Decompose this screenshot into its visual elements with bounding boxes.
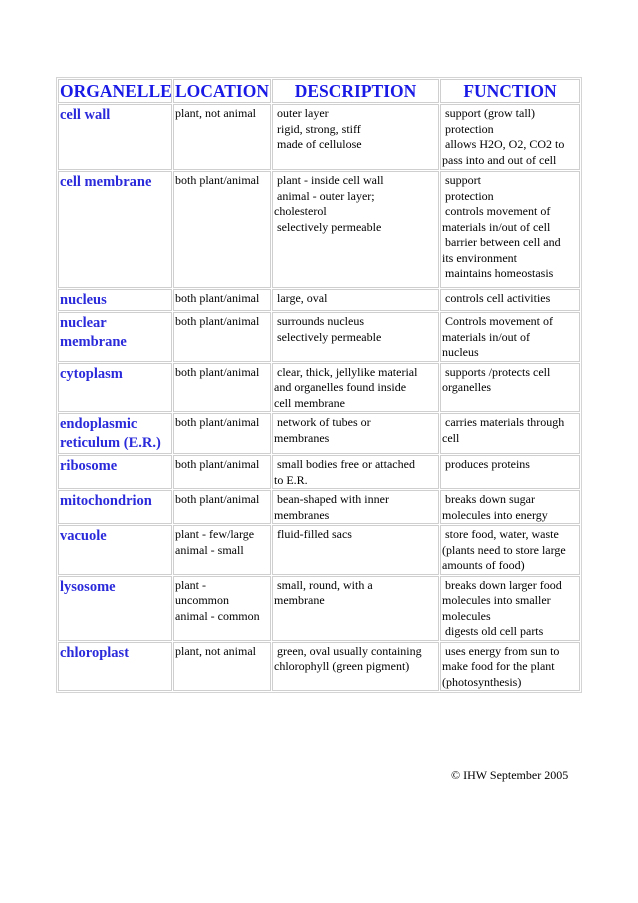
cell-description — [272, 363, 439, 413]
cell-function-line: molecules into energy — [442, 507, 548, 522]
cell-description-line: selectively permeable — [274, 219, 382, 234]
cell-description-line: outer layer — [274, 106, 329, 120]
table-row — [58, 363, 580, 413]
cell-description-line: rigid, strong, stiff — [274, 121, 361, 136]
cell-description-line: membrane — [274, 593, 325, 607]
cell-description-line: green, oval usually containing — [274, 643, 422, 658]
cell-organelle-name-line: nuclear — [60, 315, 107, 331]
cell-function — [440, 312, 580, 362]
cell-organelle-name — [58, 312, 172, 362]
cell-function-line: molecules into smaller — [442, 593, 551, 607]
cell-function — [440, 413, 580, 454]
cell-description-line: membranes — [274, 430, 330, 445]
cell-function-line: support (grow tall) — [442, 106, 535, 120]
cell-function — [440, 171, 580, 288]
cell-function-line: digests old cell parts — [442, 624, 544, 638]
cell-description-line: large, oval — [274, 291, 328, 305]
cell-description-line: small bodies free or attached — [274, 457, 415, 471]
header-function: FUNCTION — [440, 79, 580, 103]
cell-function — [440, 576, 580, 641]
cell-description — [272, 455, 439, 489]
cell-description-line: bean-shaped with inner — [274, 492, 389, 506]
cell-location — [173, 490, 271, 524]
cell-description-line: chlorophyll (green pigment) — [274, 659, 410, 673]
cell-location-line: plant - — [175, 577, 206, 592]
cell-organelle-name-line: cell wall — [60, 107, 111, 123]
cell-function-line: carries materials through — [442, 415, 565, 429]
cell-organelle-name — [58, 490, 172, 524]
cell-description — [272, 312, 439, 362]
cell-location-line: both plant/animal — [175, 492, 260, 506]
cell-description-line: cholesterol — [274, 204, 327, 218]
cell-description-line: fluid-filled sacs — [274, 527, 352, 541]
cell-description — [272, 171, 439, 288]
table-row — [58, 525, 580, 575]
cell-description — [272, 576, 439, 641]
cell-function — [440, 455, 580, 489]
cell-description-line: animal - outer layer; — [274, 188, 375, 203]
cell-function-line: produces proteins — [442, 457, 530, 471]
cell-organelle-name — [58, 576, 172, 641]
header-description: DESCRIPTION — [272, 79, 439, 103]
cell-location-line: plant, not animal — [175, 106, 256, 120]
cell-function — [440, 525, 580, 575]
table-row — [58, 104, 580, 170]
cell-description-line: network of tubes or — [274, 415, 371, 429]
cell-description-line: cell membrane — [274, 395, 345, 410]
cell-description-line: surrounds nucleus — [274, 314, 364, 328]
cell-function-line: materials in/out of cell — [442, 219, 551, 234]
cell-function-line: make food for the plant — [442, 659, 555, 673]
cell-location — [173, 642, 271, 692]
cell-function-line: protection — [442, 188, 494, 203]
cell-function — [440, 490, 580, 524]
cell-organelle-name-line: membrane — [60, 334, 127, 350]
cell-description-line: small, round, with a — [274, 577, 373, 592]
cell-description-line: clear, thick, jellylike material — [274, 364, 418, 379]
cell-description — [272, 413, 439, 454]
table-row — [58, 455, 580, 489]
cell-function-line: barrier between cell and — [442, 235, 561, 249]
cell-organelle-name-line: chloroplast — [60, 644, 130, 661]
cell-organelle-name-line: cytoplasm — [60, 365, 123, 382]
cell-location — [173, 312, 271, 362]
cell-function-line: store food, water, waste — [442, 527, 559, 541]
cell-location-line: plant - few/large — [175, 527, 255, 541]
cell-organelle-name-line: lysosome — [60, 578, 116, 595]
cell-function-line: (plants need to store large — [442, 542, 566, 557]
cell-function — [440, 104, 580, 170]
copyright-notice: © IHW September 2005 — [451, 768, 569, 782]
table-header-row — [58, 79, 580, 103]
cell-organelle-name-line: cell membrane — [60, 174, 152, 190]
cell-organelle-name-line: nucleus — [60, 292, 107, 308]
cell-function-line: protection — [442, 121, 494, 136]
table-row — [58, 312, 580, 362]
header-organelle: ORGANELLE — [60, 81, 172, 101]
cell-organelle-name — [58, 363, 172, 413]
cell-organelle-name — [58, 455, 172, 489]
cell-location-line: both plant/animal — [175, 457, 260, 471]
cell-function-line: controls movement of — [442, 204, 551, 218]
cell-function-line: organelles — [442, 380, 492, 394]
cell-function-line: pass into and out of cell — [442, 152, 557, 167]
cell-description-line: and organelles found inside — [274, 380, 407, 394]
table-row — [58, 576, 580, 641]
cell-description — [272, 642, 439, 692]
cell-function-line: breaks down larger food — [442, 577, 562, 592]
cell-function-line: amounts of food) — [442, 558, 525, 572]
cell-location — [173, 413, 271, 454]
cell-location — [173, 289, 271, 311]
cell-organelle-name — [58, 642, 172, 692]
table-body — [58, 104, 580, 691]
table-row — [58, 171, 580, 288]
cell-description-line: made of cellulose — [274, 137, 362, 151]
table-row — [58, 642, 580, 692]
cell-description-line: plant - inside cell wall — [274, 173, 384, 187]
cell-description — [272, 525, 439, 575]
cell-function-line: allows H2O, O2, CO2 to — [442, 137, 565, 151]
cell-organelle-name — [58, 289, 172, 311]
cell-function-line: maintains homeostasis — [442, 266, 554, 280]
cell-location-line: both plant/animal — [175, 173, 260, 187]
table-row — [58, 490, 580, 524]
cell-organelle-name-line: endoplasmic — [60, 416, 138, 432]
cell-description — [272, 490, 439, 524]
cell-function-line: supports /protects cell — [442, 364, 551, 379]
cell-organelle-name — [58, 413, 172, 454]
organelle-table — [56, 77, 582, 693]
cell-organelle-name-line: reticulum (E.R.) — [60, 435, 161, 451]
cell-function — [440, 642, 580, 692]
cell-organelle-name — [58, 104, 172, 170]
cell-function-line: controls cell activities — [442, 291, 551, 305]
cell-description-line: membranes — [274, 507, 330, 522]
cell-function-line: cell — [442, 430, 460, 445]
cell-function-line: nucleus — [442, 345, 479, 359]
cell-location — [173, 363, 271, 413]
table-row — [58, 413, 580, 454]
header-location: LOCATION — [175, 81, 269, 101]
cell-location — [173, 576, 271, 641]
cell-location-line: plant, not animal — [175, 643, 256, 658]
cell-location-line: both plant/animal — [175, 415, 260, 429]
cell-description — [272, 289, 439, 311]
cell-description-line: selectively permeable — [274, 329, 382, 344]
cell-function-line: its environment — [442, 250, 517, 265]
table-row — [58, 289, 580, 311]
cell-function-line: materials in/out of — [442, 329, 530, 344]
cell-location-line: both plant/animal — [175, 291, 260, 305]
cell-organelle-name-line: vacuole — [60, 528, 107, 544]
cell-location-line: both plant/animal — [175, 314, 260, 328]
cell-organelle-name — [58, 525, 172, 575]
cell-location-line: uncommon — [175, 593, 229, 607]
cell-location-line: both plant/animal — [175, 364, 260, 379]
cell-location-line: animal - small — [175, 542, 244, 557]
cell-location — [173, 104, 271, 170]
cell-description — [272, 104, 439, 170]
cell-organelle-name-line: mitochondrion — [60, 493, 152, 509]
cell-location-line: animal - common — [175, 608, 260, 623]
cell-location — [173, 171, 271, 288]
cell-function-line: molecules — [442, 608, 491, 623]
cell-function-line: (photosynthesis) — [442, 674, 522, 689]
cell-function-line: Controls movement of — [442, 314, 553, 328]
cell-location — [173, 455, 271, 489]
cell-function-line: support — [442, 173, 481, 187]
cell-function — [440, 289, 580, 311]
cell-function-line: uses energy from sun to — [442, 643, 560, 658]
cell-location — [173, 525, 271, 575]
cell-organelle-name — [58, 171, 172, 288]
cell-function-line: breaks down sugar — [442, 492, 535, 506]
cell-function — [440, 363, 580, 413]
cell-description-line: to E.R. — [274, 472, 308, 487]
cell-organelle-name-line: ribosome — [60, 458, 118, 474]
